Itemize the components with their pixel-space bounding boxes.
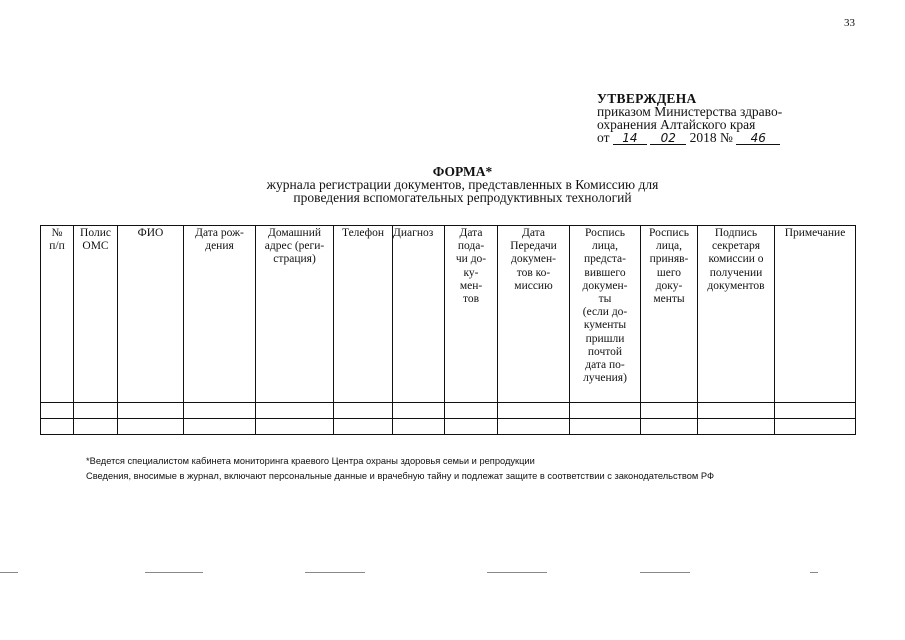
form-heading xyxy=(0,165,905,204)
form-title: ФОРМА* xyxy=(432,164,493,179)
table-cell xyxy=(498,403,570,419)
page-number: 33 xyxy=(844,17,855,29)
approval-order-line-2: охранения Алтайского края xyxy=(597,117,756,132)
column-header: Примечание xyxy=(775,226,856,403)
table-cell xyxy=(256,419,334,435)
table-cell xyxy=(334,403,393,419)
table-row xyxy=(41,403,856,419)
column-header: Полис ОМС xyxy=(74,226,118,403)
footnotes xyxy=(86,454,714,484)
approval-date-line xyxy=(597,131,782,145)
column-header: Диагноз xyxy=(393,226,445,403)
table-cell xyxy=(775,419,856,435)
table-cell xyxy=(445,419,498,435)
scan-edge-marks xyxy=(0,572,905,574)
form-subtitle-line-1: журнала регистрации документов, представленных в Комиссию для xyxy=(266,177,659,192)
footnote-confidentiality: Сведения, вносимые в журнал, включают персональные данные и врачебную тайну и подлежат защите в соответствии с законодательством РФ xyxy=(86,471,715,481)
table-cell xyxy=(41,419,74,435)
table-cell xyxy=(445,403,498,419)
table-cell xyxy=(74,419,118,435)
table-cell xyxy=(184,403,256,419)
column-header: Телефон xyxy=(334,226,393,403)
column-header: Дата Передачи докумен- тов ко- миссию xyxy=(498,226,570,403)
approval-stamp xyxy=(597,92,782,145)
form-subtitle-line-2: проведения вспомогательных репродуктивных технологий xyxy=(293,190,632,205)
table-row xyxy=(41,419,856,435)
column-header: Подпись секретаря комиссии о получении документов xyxy=(698,226,775,403)
column-header: № п/п xyxy=(41,226,74,403)
table-cell xyxy=(334,419,393,435)
handwritten-order-number: 46 xyxy=(736,133,780,145)
table-cell xyxy=(570,403,641,419)
table-cell xyxy=(698,419,775,435)
table-cell xyxy=(775,403,856,419)
table-cell xyxy=(393,403,445,419)
table-cell xyxy=(393,419,445,435)
column-header: Домашний адрес (реги- страция) xyxy=(256,226,334,403)
date-prefix: от xyxy=(597,130,610,145)
column-header: Роспись лица, предста- вившего докумен- ты (если до- кументы пришли почтой дата по- лучения) xyxy=(570,226,641,403)
column-header: Дата пода- чи до- ку- мен- тов xyxy=(445,226,498,403)
table-cell xyxy=(74,403,118,419)
date-year: 2018 № xyxy=(689,130,733,145)
table-cell xyxy=(641,419,698,435)
handwritten-day: 14 xyxy=(613,133,647,145)
table-cell xyxy=(118,403,184,419)
table-header-row xyxy=(41,226,856,403)
table-cell xyxy=(184,419,256,435)
table-cell xyxy=(698,403,775,419)
table-cell xyxy=(256,403,334,419)
journal-table xyxy=(40,225,856,435)
footnote-responsible: *Ведется специалистом кабинета мониторинга краевого Центра охраны здоровья семьи и репродукции xyxy=(86,456,535,466)
table-cell xyxy=(118,419,184,435)
table-cell xyxy=(41,403,74,419)
table-cell xyxy=(570,419,641,435)
column-header: ФИО xyxy=(118,226,184,403)
column-header: Дата рож- дения xyxy=(184,226,256,403)
column-header: Роспись лица, приняв- шего доку- менты xyxy=(641,226,698,403)
table-cell xyxy=(641,403,698,419)
approval-order-line-1: приказом Министерства здраво- xyxy=(597,104,783,119)
table-cell xyxy=(498,419,570,435)
handwritten-month: 02 xyxy=(650,133,686,145)
approval-title: УТВЕРЖДЕНА xyxy=(597,91,697,106)
